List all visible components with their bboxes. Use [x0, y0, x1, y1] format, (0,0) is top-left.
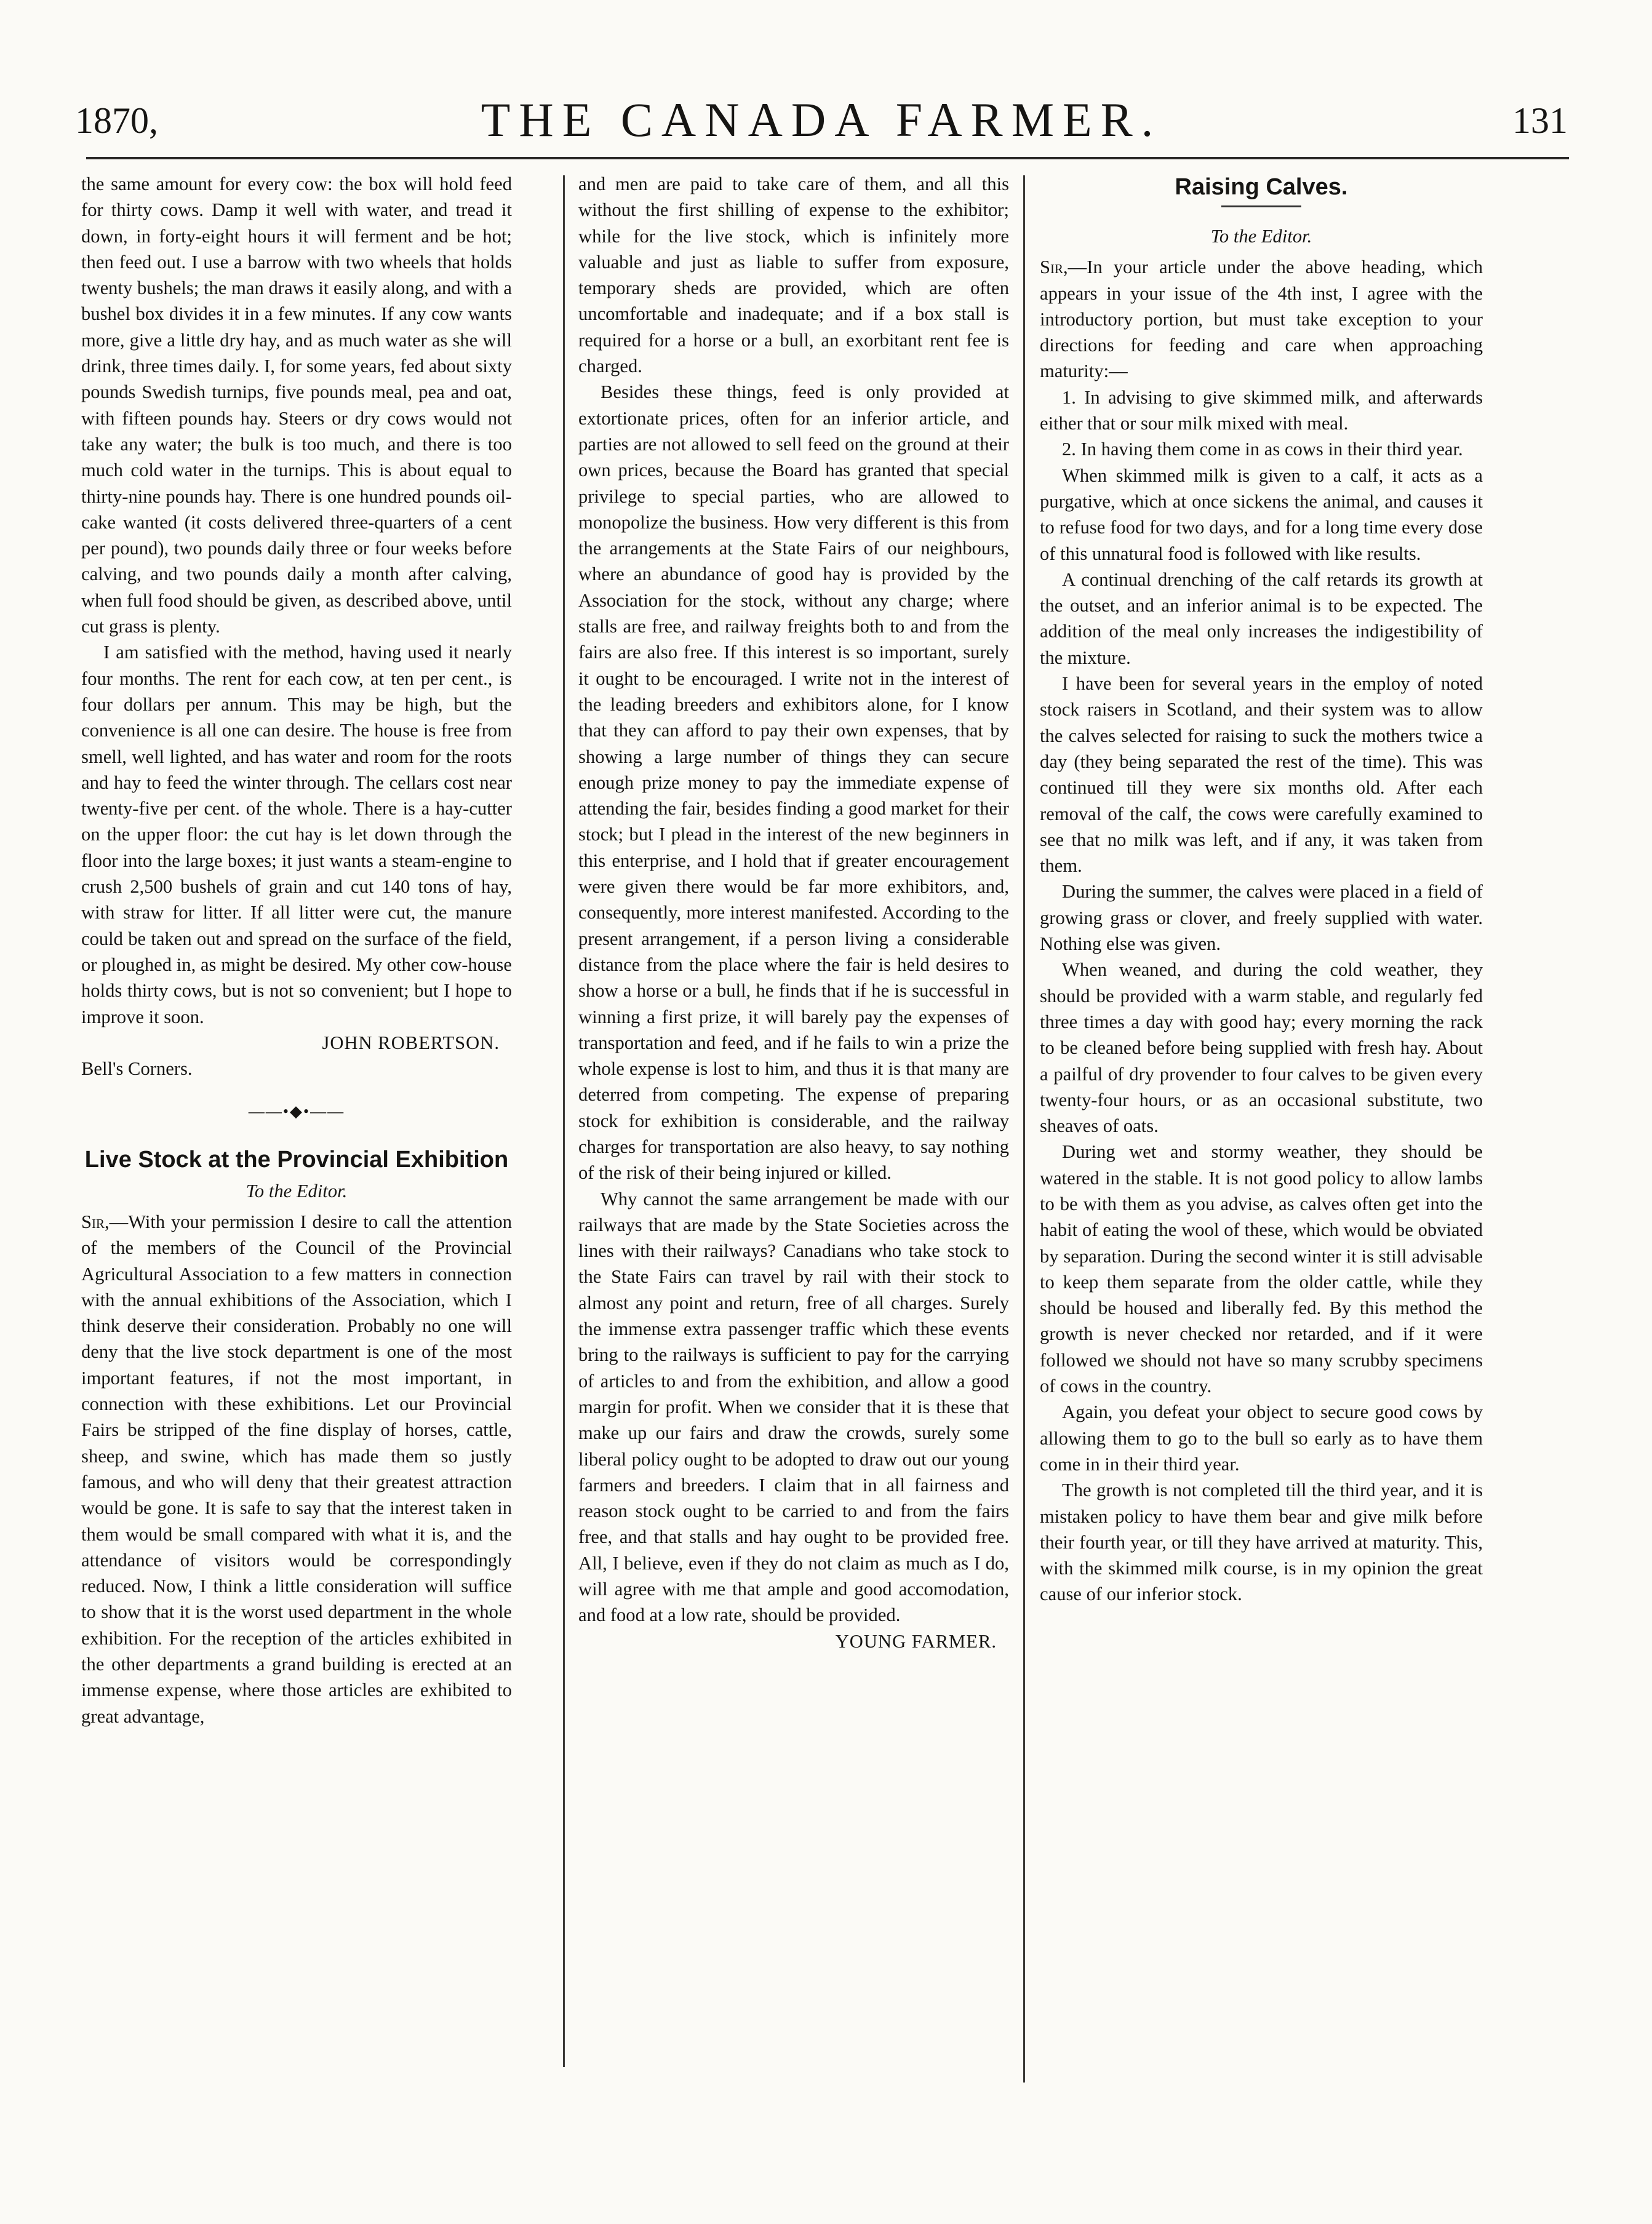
article-title-live-stock: Live Stock at the Provincial Exhibition — [84, 1146, 509, 1173]
paragraph: When weaned, and during the cold weather, they should be provided with a warm stable, and regularly fed three times a day with good hay; every morning the rack to be cleaned before being supplied with fresh hay. About a pailful of dry provender to four calves to be given every twenty-four hours, or as an occasional substitute, two sheaves of oats. — [1040, 959, 1483, 1137]
paragraph: Again, you defeat your object to secure good cows by allowing them to go to the bull so early as to have them come in in their third year. — [1040, 1401, 1483, 1475]
paragraph-text: —With your permission I desire to call the attention of the members of the Council of the Provincial Agricultural Association to a few matters in connection with the annual exhibitions of the Association, which I think deserve their consideration. Probably no one will deny that the live stock department is one of the most important features, if not the most important, in connection with these exhibitions. Let our Provincial Fairs be stripped of the fine display of horses, cattle, sheep, and swine, which has made them so justly famous, and who will deny that their greatest attraction would be gone. It is safe to say that the interest taken in them would be small compared with what it is, and the attendance of visitors would be correspondingly reduced. Now, I think a little consideration will suffice to show that it is the worst used department in the whole exhibition. For the reception of the articles exhibited in the other departments a grand building is erected at an immense expense, where those articles are exhibited to great advantage, — [81, 1211, 512, 1727]
paragraph: During the summer, the calves were placed in a field of growing grass or clover, and freely supplied with water. Nothing else was given. — [1040, 881, 1483, 955]
year-label: 1870, — [75, 100, 158, 141]
signature-robertson: JOHN ROBERTSON. — [322, 1032, 500, 1053]
paragraph: 1. In advising to give skimmed milk, and afterwards either that or sour milk mixed with meal. — [1040, 386, 1483, 434]
paragraph — [1040, 254, 1483, 384]
paragraph — [81, 1209, 512, 1729]
column-1 — [81, 171, 512, 2177]
paragraph-text: —In your article under the above heading, which appears in your issue of the 4th inst, I agree with the introductory portion, but must take exception to your directions for feeding and care when approaching maturity:— — [1040, 257, 1483, 382]
dateline: To the Editor. — [1210, 226, 1312, 247]
column-divider-1 — [563, 175, 565, 2067]
masthead-title: THE CANADA FARMER. — [481, 93, 1162, 146]
salutation: Sir, — [1040, 257, 1068, 278]
paragraph: I am satisfied with the method, having used it nearly four months. The rent for each cow, at ten per cent., is four dollars per annum. This may be high, but the convenience is all one can desire. The house is free from smell, well lighted, and has water and room for the roots and hay to feed the winter through. The cellars cost near twenty-five per cent. of the whole. There is a hay-cutter on the upper floor: the cut hay is let down through the floor into the large boxes; it just wants a steam-engine to crush 2,500 bushels of grain and cut 140 tons of hay, with straw for litter. If all litter were cut, the manure could be taken out and spread on the surface of the field, or ploughed in, as might be desired. My other cow-house holds thirty cows, but is not so convenient; but I hope to improve it soon. — [81, 642, 512, 1027]
paragraph: When skimmed milk is given to a calf, it acts as a purgative, which at once sickens the animal, and causes it to refuse food for two days, and for a long time every dose of this unnatural food is followed with like results. — [1040, 464, 1483, 564]
salutation: Sir, — [81, 1211, 110, 1232]
paragraph: Besides these things, feed is only provided at extortionate prices, often for an inferior article, and parties are not allowed to sell feed on the ground at their own prices, because the Board has granted that special privilege to special parties, who are allowed to monopolize the business. How very different is this from the arrangements at the State Fairs of our neighbours, where an abundance of good hay is provided by the Association for the stock, without any charge; where stalls are free, and railway freights both to and from the fairs are also free. If this interest is so important, surely it ought to be encouraged. I write not in the interest of the leading breeders and exhibitors alone, for I know that they can afford to pay their own expenses, that by showing a large number of things they can secure enough prize money to pay the immediate expense of attending the fair, besides finding a good market for their stock; but I plead in the interest of the new beginners in this enterprise, and I hold that if greater encouragement were given there would be far more exhibitors, and, consequently, more interest manifested. According to the present arrangement, if a person living a considerable distance from the place where the fair is held desires to show a horse or a bull, he finds that if he is successful in winning a first prize, it will barely pay the expenses of transportation and feed, and if he fails to win a prize the whole expense is lost to him, and thus it is that many are deterred from competing. The expense of preparing stock for exhibition is considerable, and the railway charges for transportation are also heavy, to say nothing of the risk of their being injured or killed. — [578, 381, 1009, 1184]
paragraph: Why cannot the same arrangement be made with our railways that are made by the State Societies across the lines with their railways? Canadians who take stock to the State Fairs can travel by rail with their stock to almost any point and return, free of all charges. Surely the immense extra passenger traffic which these events bring to the railways is sufficient to pay for the carrying of articles to and from the exhibition, and allow a good margin for profit. When we consider that it is these that make up our fairs and draw the crowds, surely some liberal policy ought to be adopted to draw out our young farmers and breeders. I claim that in all fairness and reason stock ought to be carried to and from the fairs free, and that stalls and hay ought to be provided free. All, I believe, even if they do not claim as much as I do, will agree with me that ample and good accomodation, and food at a low rate, should be provided. — [578, 1188, 1009, 1626]
paragraph: During wet and stormy weather, they should be watered in the stable. It is not good policy to allow lambs to be with them as you advise, as calves often get into the habit of eating the wool of these, which would be obviated by separation. During the second winter it is still advisable to keep them separate from the older cattle, while they should be housed and liberally fed. By this method the growth is never checked nor retarded, and if it were followed we should not have so many scrubby specimens of cows in the country. — [1040, 1141, 1483, 1397]
column-3 — [1040, 171, 1483, 2177]
signature-young-farmer: YOUNG FARMER. — [835, 1630, 997, 1652]
paragraph: A continual drenching of the calf retards its growth at the outset, and an inferior animal is to be expected. The addition of the meal only increases the indigestibility of the mixture. — [1040, 568, 1483, 668]
paragraph: and men are paid to take care of them, and all this without the first shilling of expense to the exhibitor; while for the live stock, which is infinitely more valuable and just as liable to suffer from exposure, temporary sheds are provided, which are often uncomfortable and inadequate; and if a box stall is required for a horse or a bull, an exorbitant rent fee is charged. — [578, 173, 1009, 377]
paragraph: The growth is not completed till the third year, and it is mistaken policy to have them bear and give milk before their fourth year, or till they have arrived at maturity. This, with the skimmed milk course, is in my opinion the great cause of our inferior stock. — [1040, 1480, 1483, 1605]
dateline: To the Editor. — [245, 1180, 348, 1202]
paragraph: the same amount for every cow: the box will hold feed for thirty cows. Damp it well with water, and tread it down, in forty-eight hours it will ferment and be hot; then feed out. I use a barrow with two wheels that holds twenty bushels; the man draws it easily along, and with a bushel box divides it in a few minutes. If any cow wants more, give a little dry hay, and as much water as she will drink, three times daily. I, for some years, fed about sixty pounds Swedish turnips, five pounds meal, pea and oat, with fifteen pounds hay. Steers or dry cows would not take any water; the bulk is too much, and there is too much cold water in the turnips. This is about equal to thirty-nine pounds hay. There is one hundred pounds oil-cake wanted (it costs delivered three-quarters of a cent per pound), two pounds daily three or four weeks before calving, and two pounds daily a month after calving, when full food should be given, as described above, until cut grass is plenty. — [81, 173, 512, 637]
column-2 — [578, 171, 1009, 2177]
paragraph: I have been for several years in the employ of noted stock raisers in Scotland, and their system was to allow the calves selected for raising to suck the mothers twice a day (they being separated the rest of the time). This was continued till they were six months old. After each removal of the calf, the cows were carefully examined to see that no milk was left, and if any, it was taken from them. — [1040, 673, 1483, 877]
column-divider-2 — [1023, 175, 1025, 2083]
place-name: Bell's Corners. — [81, 1058, 193, 1080]
ornament-divider: ——•◆•—— — [248, 1102, 345, 1121]
header-rule — [86, 157, 1569, 159]
paragraph: 2. In having them come in as cows in their third year. — [1062, 439, 1463, 460]
title-rule — [1221, 205, 1301, 207]
article-title-raising-calves: Raising Calves. — [1175, 174, 1348, 200]
page-header — [68, 92, 1575, 160]
page-number: 131 — [1512, 100, 1568, 141]
